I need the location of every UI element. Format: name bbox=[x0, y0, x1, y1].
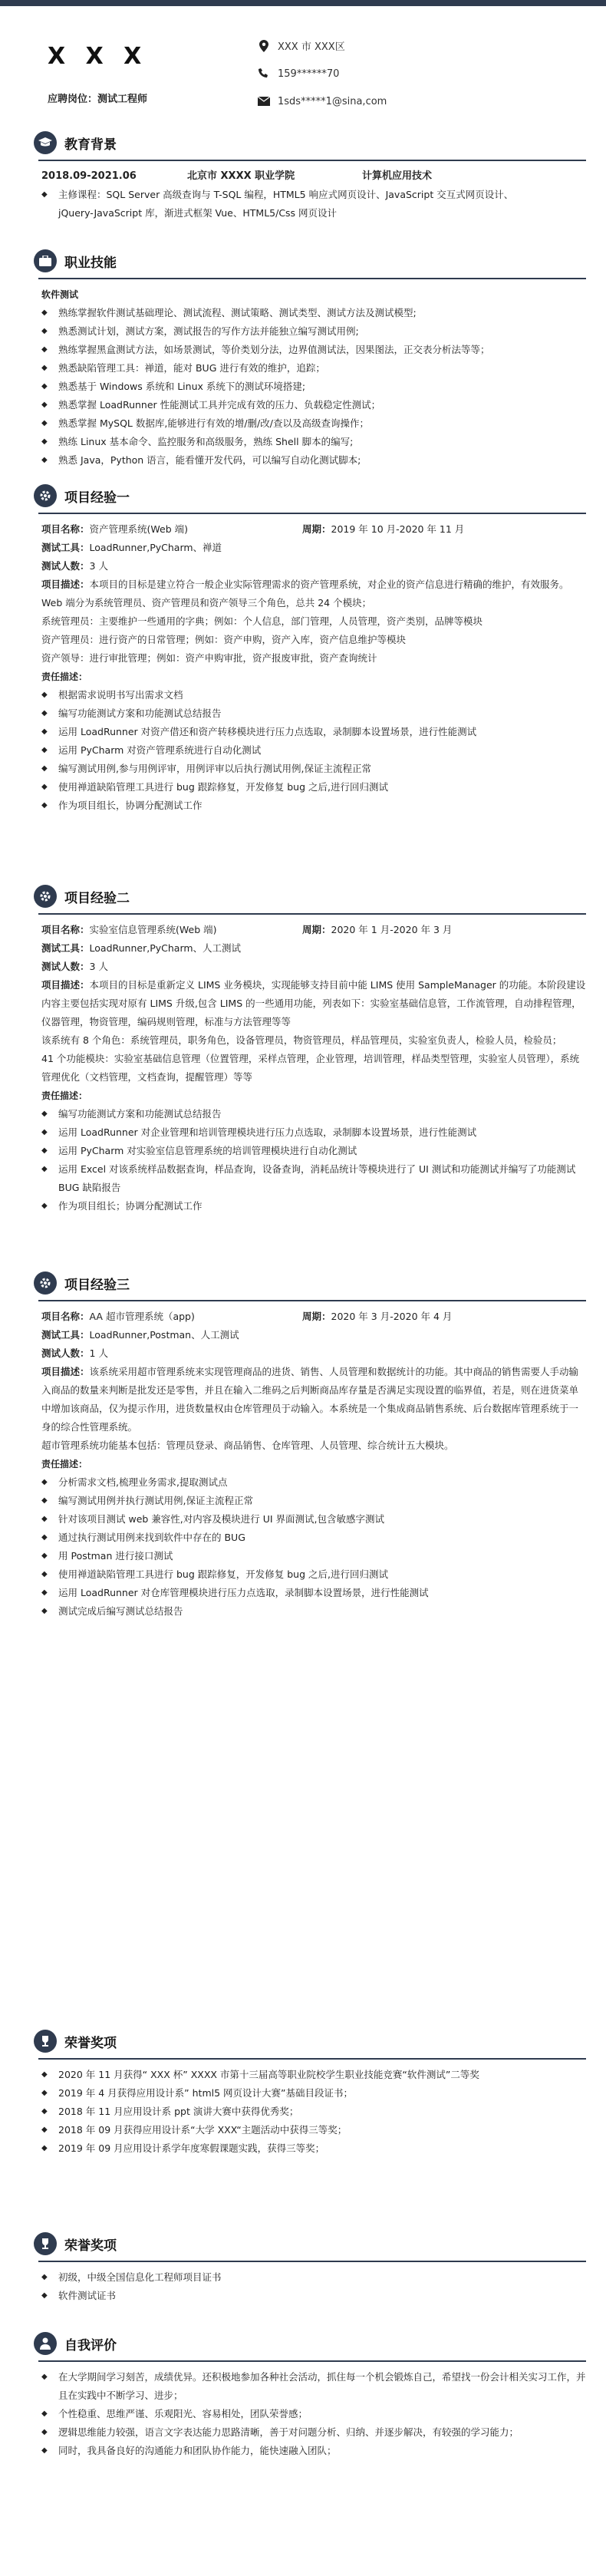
briefcase-icon bbox=[34, 249, 57, 272]
evaluation-section bbox=[34, 2330, 586, 2460]
bullet-icon: ◆ bbox=[41, 691, 48, 699]
location-text: XXX 市 XXX区 bbox=[278, 41, 345, 53]
bullet-icon: ◆ bbox=[41, 1496, 48, 1505]
project-team: 1 人 bbox=[89, 1347, 108, 1359]
list-item-text: 初级，中级全国信息化工程师项目证书 bbox=[58, 2271, 222, 2283]
education-section bbox=[34, 129, 586, 223]
bullet-icon: ◆ bbox=[41, 1478, 48, 1486]
list-item-text: 编写测试用例并执行测试用例,保证主流程正常 bbox=[58, 1495, 253, 1506]
list-item bbox=[41, 433, 586, 451]
list-item bbox=[41, 1160, 586, 1197]
list-item-text: 个性稳重、思维严谨、乐观阳光、容易相处，团队荣誉感； bbox=[58, 2408, 308, 2419]
list-item-text: 作为项目组长，协调分配测试工作 bbox=[58, 800, 203, 811]
project-desc-paragraph bbox=[41, 1436, 586, 1455]
project-desc-text: 资产领导：进行审批管理；例如：资产申购审批，资产报废审批，资产查询统计 bbox=[41, 652, 377, 664]
project-desc-text: 该系统有 8 个角色：系统管理员，职务角色，设备管理员，物资管理员，样品管理员，实验室负责人，检验人员，检验员； bbox=[41, 1034, 562, 1046]
list-item-text: 熟练 Linux 基本命令、监控服务和高级服务，熟练 Shell 脚本的编写; bbox=[58, 436, 354, 447]
project-period-label: 周期： bbox=[302, 1311, 331, 1322]
bullet-icon: ◆ bbox=[41, 1570, 48, 1578]
bullet-icon: ◆ bbox=[41, 382, 48, 391]
project-tools: LoadRunner,Postman、人工测试 bbox=[89, 1329, 239, 1341]
list-item bbox=[41, 1510, 586, 1529]
skills-subtitle: 软件测试 bbox=[41, 289, 79, 300]
bullet-icon: ◆ bbox=[41, 2428, 48, 2436]
list-item bbox=[41, 1584, 586, 1602]
list-item bbox=[41, 704, 586, 723]
bullet-icon: ◆ bbox=[41, 2126, 48, 2134]
project1-section bbox=[34, 482, 586, 815]
bullet-icon: ◆ bbox=[41, 1588, 48, 1597]
courses-item bbox=[41, 186, 586, 223]
project-tools-field bbox=[41, 539, 586, 557]
project-desc-label: 项目描述： bbox=[41, 1366, 90, 1377]
list-item-text: 根据需求说明书写出需求文档 bbox=[58, 689, 183, 701]
list-item-text: 运用 PyCharm 对实验室信息管理系统的培训管理模块进行自动化测试 bbox=[58, 1145, 357, 1156]
bullet-icon: ◆ bbox=[41, 190, 48, 199]
project-team-label: 测试人数： bbox=[41, 961, 90, 972]
list-item bbox=[41, 322, 586, 341]
list-item bbox=[41, 1473, 586, 1492]
project-team-field bbox=[41, 557, 586, 576]
list-item bbox=[41, 1492, 586, 1510]
edu-major: 计算机应用技术 bbox=[362, 170, 433, 182]
list-item bbox=[41, 378, 586, 396]
education-row bbox=[41, 167, 586, 186]
graduation-cap-icon bbox=[34, 131, 57, 154]
bullet-icon: ◆ bbox=[41, 1515, 48, 1523]
section-title: 自我评价 bbox=[64, 2337, 117, 2353]
list-item bbox=[41, 1142, 586, 1160]
bullet-icon: ◆ bbox=[41, 2144, 48, 2152]
list-item-text: 在大学期间学习刻苦，成绩优异。还积极地参加各种社会活动，抓住每一个机会锻炼自己，希望找一份会计相关实习工作，并且在实践中不断学习、进步； bbox=[58, 2371, 586, 2401]
bullet-icon: ◆ bbox=[41, 2070, 48, 2079]
section-divider bbox=[38, 278, 586, 279]
bullet-icon: ◆ bbox=[41, 2089, 48, 2097]
list-item bbox=[41, 760, 586, 778]
edu-school: 北京市 XXXX 职业学院 bbox=[187, 170, 295, 182]
project-desc-paragraph bbox=[41, 576, 586, 612]
project-name: AA 超市管理系统（app) bbox=[89, 1311, 195, 1322]
list-item bbox=[41, 359, 586, 378]
project-period-field bbox=[302, 1308, 452, 1326]
list-item bbox=[41, 2442, 586, 2460]
section-title: 项目经验三 bbox=[64, 1277, 130, 1293]
list-item-text: 熟悉测试计划，测试方案，测试报告的写作方法并能独立编写测试用例; bbox=[58, 325, 359, 337]
list-item bbox=[41, 451, 586, 470]
top-bar bbox=[0, 0, 606, 6]
location-row bbox=[258, 38, 345, 53]
list-item bbox=[41, 2066, 586, 2084]
email-row bbox=[258, 95, 387, 107]
project-period-label: 周期： bbox=[302, 924, 331, 935]
project-desc-text: 该系统采用超市管理系统来实现管理商品的进货、销售、人员管理和数据统计的功能。其中商品的销售需要人手动输入商品的数量来判断是批发还是零售，并且在输入二维码之后判断商品库存量是否满足实现设置的临界值，若是，则在进货菜单中增加该商品，仅为提示作用，进货数量权由仓库管理员于动输入。本系统是一个集成商品销售系统、后台数据库管理系统于一身的综合性管理系统。 bbox=[41, 1366, 579, 1433]
project-period: 2020 年 3 月-2020 年 4 月 bbox=[331, 1311, 453, 1322]
project-desc-text: 超市管理系统功能基本包括：管理员登录、商品销售、仓库管理、人员管理、综合统计五大模块。 bbox=[41, 1440, 454, 1451]
list-item bbox=[41, 2103, 586, 2121]
project-name: 实验室信息管理系统(Web 端) bbox=[89, 924, 217, 935]
section-title: 项目经验一 bbox=[64, 490, 130, 506]
list-item-text: 运用 LoadRunner 对仓库管理模块进行压力点选取，录制脚本设置场景，进行性能测试 bbox=[58, 1587, 429, 1598]
person-icon bbox=[34, 2332, 57, 2355]
bullet-icon: ◆ bbox=[41, 746, 48, 754]
project-resp-label: 责任描述： bbox=[41, 1459, 88, 1469]
honors2-section bbox=[34, 2230, 586, 2305]
bullet-icon: ◆ bbox=[41, 1533, 48, 1542]
list-item bbox=[41, 741, 586, 760]
section-title: 职业技能 bbox=[64, 255, 117, 271]
project-resp-label: 责任描述： bbox=[41, 1090, 88, 1101]
list-item bbox=[41, 797, 586, 815]
bullet-icon: ◆ bbox=[41, 1128, 48, 1136]
project-team-field bbox=[41, 1344, 586, 1363]
project-period: 2020 年 1 月-2020 年 3 月 bbox=[331, 924, 453, 935]
project-period-field bbox=[302, 921, 452, 939]
list-item-text: 熟悉基于 Windows 系统和 Linux 系统下的测试环境搭建; bbox=[58, 381, 306, 392]
list-item bbox=[41, 1197, 586, 1215]
list-item-text: 运用 LoadRunner 对企业管理和培训管理模块进行压力点选取，录制脚本设置场景，进行性能测试 bbox=[58, 1126, 477, 1138]
list-item-text: 作为项目组长；协调分配测试工作 bbox=[58, 1200, 203, 1212]
bullet-icon: ◆ bbox=[41, 419, 48, 427]
list-item-text: 分析需求文档,梳理业务需求,提取测试点 bbox=[58, 1476, 228, 1488]
project-period-label: 周期： bbox=[302, 523, 331, 535]
list-item-text: 编写功能测试方案和功能测试总结报告 bbox=[58, 707, 222, 719]
list-item bbox=[41, 2121, 586, 2139]
gear-icon bbox=[34, 484, 57, 507]
list-item-text: 2018 年 11 月应用设计系 ppt 演讲大赛中获得优秀奖； bbox=[58, 2106, 299, 2117]
list-item bbox=[41, 341, 586, 359]
list-item bbox=[41, 2368, 586, 2405]
list-item-text: 2019 年 09 月应用设计系学年度寒假课题实践，获得三等奖； bbox=[58, 2142, 325, 2154]
section-divider bbox=[38, 2058, 586, 2060]
project-name: 资产管理系统(Web 端) bbox=[89, 523, 188, 535]
project-name-field bbox=[41, 1308, 302, 1326]
list-item bbox=[41, 723, 586, 741]
email-text: 1sds*****1@sina,com bbox=[278, 95, 387, 107]
bullet-icon: ◆ bbox=[41, 1146, 48, 1155]
section-divider bbox=[38, 160, 586, 161]
project-team: 3 人 bbox=[89, 961, 108, 972]
bullet-icon: ◆ bbox=[41, 2373, 48, 2381]
phone-text: 159******70 bbox=[278, 68, 340, 80]
list-item-text: 使用禅道缺陷管理工具进行 bug 跟踪修复，开发修复 bug 之后,进行回归测试 bbox=[58, 781, 388, 793]
list-item-text: 用 Postman 进行接口测试 bbox=[58, 1550, 173, 1562]
gear-icon bbox=[34, 1272, 57, 1295]
section-divider bbox=[38, 1300, 586, 1301]
list-item bbox=[41, 396, 586, 414]
list-item-text: 熟练掌握黑盒测试方法，如场景测试，等价类划分法，边界值测试法，因果图法，正交表分析法等等； bbox=[58, 344, 490, 355]
bullet-icon: ◆ bbox=[41, 783, 48, 791]
candidate-name: X X X bbox=[48, 43, 148, 70]
list-item-text: 使用禅道缺陷管理工具进行 bug 跟踪修复，开发修复 bug 之后,进行回归测试 bbox=[58, 1568, 388, 1580]
list-item bbox=[41, 2423, 586, 2442]
skills-section bbox=[34, 247, 586, 470]
bullet-icon: ◆ bbox=[41, 727, 48, 736]
bullet-icon: ◆ bbox=[41, 1552, 48, 1560]
project-team-label: 测试人数： bbox=[41, 560, 90, 572]
bullet-icon: ◆ bbox=[41, 709, 48, 717]
trophy-icon bbox=[34, 2030, 57, 2053]
project-tools-field bbox=[41, 1326, 586, 1344]
project-desc-paragraph bbox=[41, 631, 586, 649]
bullet-icon: ◆ bbox=[41, 2291, 48, 2300]
phone-row bbox=[258, 68, 339, 80]
list-item-text: 2020 年 11 月获得“ XXX 杯” XXXX 市第十三届高等职业院校学生职业技能竞赛“软件测试”二等奖 bbox=[58, 2069, 479, 2080]
list-item-text: 熟悉掌握 LoadRunner 性能测试工具并完成有效的压力、负载稳定性测试； bbox=[58, 399, 381, 411]
list-item-text: 2018 年 09 月获得应用设计系“大学 XXX“主题活动中获得三等奖； bbox=[58, 2124, 347, 2136]
section-title: 项目经验二 bbox=[64, 890, 130, 906]
section-divider bbox=[38, 913, 586, 915]
project-desc-paragraph bbox=[41, 649, 586, 668]
list-item bbox=[41, 1565, 586, 1584]
project-resp-label: 责任描述： bbox=[41, 671, 88, 682]
list-item-text: 通过执行测试用例来找到软件中存在的 BUG bbox=[58, 1532, 245, 1543]
location-pin-icon bbox=[258, 40, 270, 52]
list-item bbox=[41, 1547, 586, 1565]
project-header-row bbox=[41, 921, 586, 939]
section-title: 教育背景 bbox=[64, 137, 117, 153]
project-desc-text: 系统管理员：主要维护一些通用的字典；例如：个人信息，部门管理，人员管理，资产类别，品牌等模块 bbox=[41, 615, 483, 627]
bullet-icon: ◆ bbox=[41, 1607, 48, 1615]
project-desc-text: 41 个功能模块：实验室基础信息管理（位置管理，采样点管理，企业管理，培训管理，样品类型管理，实验室人员管理），系统管理优化（文档管理，文档查询，提醒管理）等等 bbox=[41, 1053, 580, 1083]
list-item-text: 运用 LoadRunner 对资产借还和资产转移模块进行压力点选取，录制脚本设置场景，进行性能测试 bbox=[58, 726, 477, 737]
project2-section bbox=[34, 882, 586, 1215]
list-item bbox=[41, 1123, 586, 1142]
list-item bbox=[41, 1529, 586, 1547]
courses-line-1: 主修课程：SQL Server 高级查询与 T-SQL 编程，HTML5 响应式网页设计、JavaScript 交互式网页设计、 bbox=[58, 189, 514, 200]
project-header-row bbox=[41, 520, 586, 539]
bullet-icon: ◆ bbox=[41, 1165, 48, 1173]
list-item bbox=[41, 414, 586, 433]
project-header-row bbox=[41, 1308, 586, 1326]
section-title: 荣誉奖项 bbox=[64, 2238, 117, 2254]
project-tools-label: 测试工具： bbox=[41, 942, 90, 954]
position-label: 应聘岗位：测试工程师 bbox=[48, 94, 148, 105]
gear-icon bbox=[34, 885, 57, 908]
bullet-icon: ◆ bbox=[41, 2107, 48, 2116]
list-item bbox=[41, 686, 586, 704]
bullet-icon: ◆ bbox=[41, 345, 48, 354]
project-desc-paragraph bbox=[41, 612, 586, 631]
list-item-text: 软件测试证书 bbox=[58, 2290, 117, 2301]
bullet-icon: ◆ bbox=[41, 364, 48, 372]
list-item-text: 运用 PyCharm 对资产管理系统进行自动化测试 bbox=[58, 744, 262, 756]
project-team-field bbox=[41, 958, 586, 976]
bullet-icon: ◆ bbox=[41, 764, 48, 773]
project-period-field bbox=[302, 520, 464, 539]
bullet-icon: ◆ bbox=[41, 308, 48, 317]
list-item-text: 运用 Excel 对该系统样品数据查询，样品查询，设备查询，消耗品统计等模块进行了 UI 测试和功能测试并编写了功能测试 BUG 缺陷报告 bbox=[58, 1163, 576, 1193]
list-item-text: 同时，我具备良好的沟通能力和团队协作能力，能快速融入团队； bbox=[58, 2445, 337, 2456]
project-desc-paragraph bbox=[41, 1050, 586, 1087]
project-name-field bbox=[41, 520, 302, 539]
project-desc-text: 资产管理员：进行资产的日常管理；例如：资产申购，资产入库，资产信息维护等模块 bbox=[41, 634, 407, 645]
list-item-text: 熟练掌握软件测试基础理论、测试流程、测试策略、测试类型、测试方法及测试模型; bbox=[58, 307, 417, 318]
project-desc-text: 本项目的目标是建立符合一般企业实际管理需求的资产管理系统，对企业的资产信息进行精确的维护，有效服务。Web 端分为系统管理员、资产管理员和资产领导三个角色，总共 24 个模块； bbox=[41, 579, 569, 609]
list-item bbox=[41, 1105, 586, 1123]
list-item bbox=[41, 1602, 586, 1621]
bullet-icon: ◆ bbox=[41, 801, 48, 810]
list-item bbox=[41, 778, 586, 797]
project-name-label: 项目名称： bbox=[41, 1311, 90, 1322]
courses-line-2: jQuery-JavaScript 库，渐进式框架 Vue、HTML5/Css 网页设计 bbox=[58, 207, 338, 219]
project-tools-field bbox=[41, 939, 586, 958]
project-desc-text: 本项目的目标是重新定义 LIMS 业务模块，实现能够支持目前中能 LIMS 使用 SampleManager 的功能。本阶段建设内容主要包括实现对原有 LIMS 升级,包含 LIMS 的一些通用功能，列表如下：实验室基础信息管，工作流管理，自动排程管理，仪器管理，物资管理，编码规则管理，标准与方法管理等等 bbox=[41, 979, 586, 1027]
list-item-text: 编写功能测试方案和功能测试总结报告 bbox=[58, 1108, 222, 1120]
list-item-text: 熟悉掌握 MySQL 数据库,能够进行有效的增/删/改/查以及高级查询操作； bbox=[58, 417, 369, 429]
list-item bbox=[41, 2405, 586, 2423]
project3-section bbox=[34, 1269, 586, 1621]
list-item-text: 测试完成后编写测试总结报告 bbox=[58, 1605, 183, 1617]
bullet-icon: ◆ bbox=[41, 401, 48, 409]
bullet-icon: ◆ bbox=[41, 327, 48, 335]
bullet-icon: ◆ bbox=[41, 1202, 48, 1210]
project-team-label: 测试人数： bbox=[41, 1347, 90, 1359]
list-item bbox=[41, 2268, 586, 2287]
project-tools: LoadRunner,PyCharm、人工测试 bbox=[89, 942, 242, 954]
bullet-icon: ◆ bbox=[41, 2409, 48, 2418]
project-desc-label: 项目描述： bbox=[41, 979, 90, 991]
trophy-icon bbox=[34, 2232, 57, 2255]
project-desc-paragraph bbox=[41, 1363, 586, 1436]
list-item bbox=[41, 2287, 586, 2305]
project-team: 3 人 bbox=[89, 560, 108, 572]
project-name-field bbox=[41, 921, 302, 939]
bullet-icon: ◆ bbox=[41, 2446, 48, 2455]
list-item-text: 熟悉缺陷管理工具：禅道，能对 BUG 进行有效的维护，追踪； bbox=[58, 362, 325, 374]
list-item-text: 针对该项目测试 web 兼容性,对内容及模块进行 UI 界面测试,包含敏感字测试 bbox=[58, 1513, 385, 1525]
bullet-icon: ◆ bbox=[41, 2273, 48, 2281]
project-name-label: 项目名称： bbox=[41, 523, 90, 535]
list-item bbox=[41, 2139, 586, 2158]
section-divider bbox=[38, 2261, 586, 2262]
list-item-text: 熟悉 Java，Python 语言，能看懂开发代码，可以编写自动化测试脚本; bbox=[58, 454, 361, 466]
email-icon bbox=[258, 95, 270, 107]
project-desc-label: 项目描述： bbox=[41, 579, 90, 590]
project-name-label: 项目名称： bbox=[41, 924, 90, 935]
project-tools-label: 测试工具： bbox=[41, 1329, 90, 1341]
section-title: 荣誉奖项 bbox=[64, 2035, 117, 2051]
list-item bbox=[41, 2084, 586, 2103]
section-divider bbox=[38, 513, 586, 514]
bullet-icon: ◆ bbox=[41, 456, 48, 464]
project-desc-paragraph bbox=[41, 976, 586, 1031]
phone-icon bbox=[258, 68, 270, 80]
edu-period: 2018.09-2021.06 bbox=[41, 170, 137, 182]
section-divider bbox=[38, 2360, 586, 2362]
list-item-text: 逻辑思维能力较强，语言文字表达能力思路清晰，善于对问题分析、归纳、并逐步解决，有较强的学习能力； bbox=[58, 2426, 519, 2438]
project-period: 2019 年 10 月-2020 年 11 月 bbox=[331, 523, 465, 535]
bullet-icon: ◆ bbox=[41, 1110, 48, 1118]
honors1-section bbox=[34, 2027, 586, 2158]
project-desc-paragraph bbox=[41, 1031, 586, 1050]
project-tools-label: 测试工具： bbox=[41, 542, 90, 553]
bullet-icon: ◆ bbox=[41, 437, 48, 446]
list-item-text: 编写测试用例,参与用例评审，用例评审以后执行测试用例,保证主流程正常 bbox=[58, 763, 371, 774]
list-item-text: 2019 年 4 月获得应用设计系” html5 网页设计大赛”基础目段证书； bbox=[58, 2087, 354, 2099]
list-item bbox=[41, 304, 586, 322]
project-tools: LoadRunner,PyCharm、禅道 bbox=[89, 542, 222, 553]
